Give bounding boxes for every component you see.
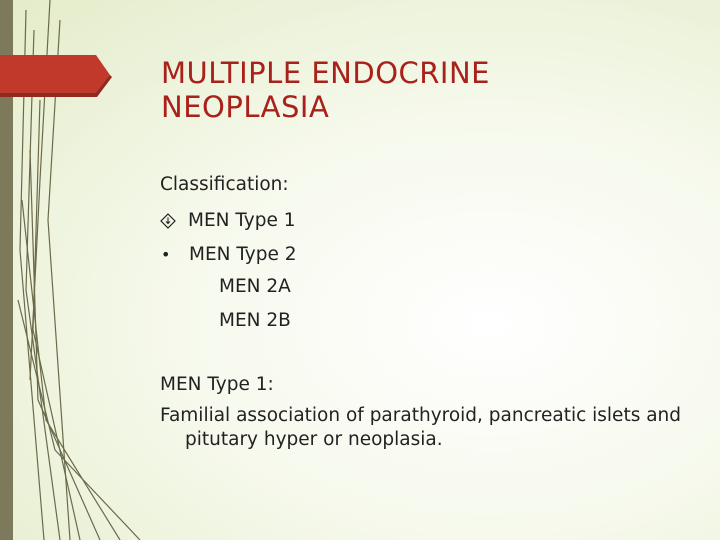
section-heading: MEN Type 1: xyxy=(160,374,274,395)
list-item xyxy=(160,204,680,238)
classification-heading: Classification: xyxy=(160,174,289,195)
list-item-label: MEN Type 2 xyxy=(189,244,297,265)
sub-list-item: MEN 2B xyxy=(219,310,291,331)
description-paragraph: Familial association of parathyroid, pancreatic islets and pitutary hyper or neoplasia. xyxy=(160,405,682,450)
list-item-label: MEN Type 1 xyxy=(188,210,296,231)
list-item xyxy=(160,238,680,272)
sub-list-item: MEN 2A xyxy=(219,276,291,297)
title-accent-tab xyxy=(0,55,112,97)
bullet-dot-icon: • xyxy=(161,245,171,264)
title-line-2: NEOPLASIA xyxy=(161,90,330,124)
title-line-1: MULTIPLE ENDOCRINE xyxy=(161,56,491,90)
spacer xyxy=(160,340,680,370)
slide-content xyxy=(160,170,680,452)
slide-title xyxy=(161,56,681,124)
diamond-arrow-bullet-icon xyxy=(160,213,188,229)
